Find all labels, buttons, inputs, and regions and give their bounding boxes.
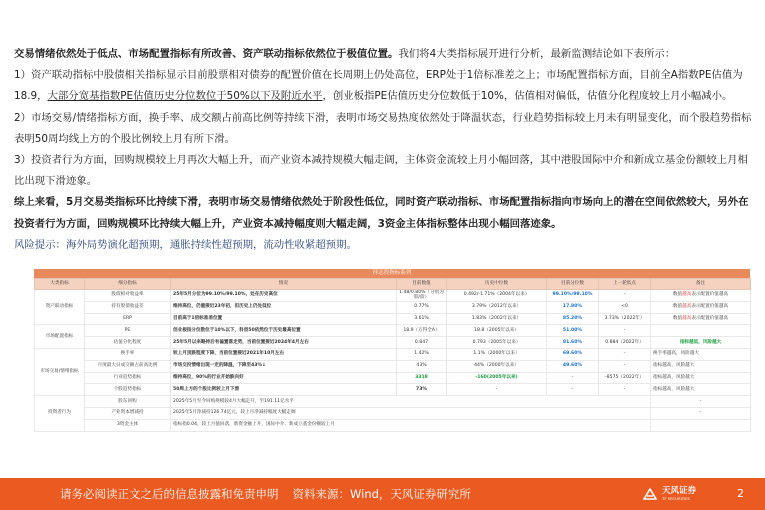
cell-note: 指标越高，风险越大: [651, 384, 751, 396]
cell-note: 指标越高，风险越大: [651, 360, 751, 372]
footer-bar: [0, 478, 765, 510]
note-red: 越高: [682, 292, 692, 298]
note-a: 数值: [672, 304, 683, 310]
cell-desc: 较上月顶跌程度下降，当前位置接近2021年10月左右: [171, 348, 397, 360]
cell-current: 73%: [397, 384, 447, 396]
cell-sub: ERP: [85, 313, 171, 325]
cell-current: 3.61%: [397, 313, 447, 325]
cell-hist: -160(2005年以来): [447, 372, 547, 384]
cell-percentile: 17.80%: [547, 301, 599, 313]
cell-prev: -: [599, 384, 651, 396]
table-title: 择志投指标系列: [34, 269, 750, 278]
cell-prev: 0.884（2022年）: [599, 337, 651, 349]
table-row: [35, 348, 751, 360]
cell-percentile: -: [547, 372, 599, 384]
cell-current: 0.847: [397, 337, 447, 349]
header-desc: 情况: [171, 279, 397, 290]
header-note: 备注: [651, 279, 751, 290]
p1-part-a: 1）资产联动指标中股债相关指标显示目前股票相对债券的配置价值在长周期上仍处高位，ERP处于1倍标准差之上；市场配置指标方面，目前全A指数PE估值为18.9，: [14, 69, 743, 103]
cell-prev: 3.73%（2022年）: [599, 313, 651, 325]
cell-desc: 25年5月分位为99.10%/99.10%，处在历史高位: [171, 290, 397, 302]
source-text: 资料来源：Wind，天风证券研究所: [292, 487, 471, 501]
header-prev-low: 上一轮低点: [599, 279, 651, 290]
table-row: [35, 301, 751, 313]
cell-prev: -: [599, 325, 651, 337]
table-row: [35, 384, 751, 396]
logo-name: 天风证券: [662, 486, 697, 496]
table-row: [35, 372, 751, 384]
footer-text: [60, 486, 471, 502]
cell-current: 18.9（万得全A）: [397, 325, 447, 337]
cell-sub: 股东回购: [85, 396, 171, 408]
cell-desc: 市场交投情绪出现一定的降温，下降至43%↓: [171, 360, 397, 372]
cell-desc: 维持高位，仍重接近23年初，但历史上仍处低位: [171, 301, 397, 313]
cell-sub: 行业趋势指标: [85, 372, 171, 384]
cell-percentile: 69.60%: [547, 348, 599, 360]
cell-desc: 25年5月以来略持后有偏置落走势，当前位置接近2024年4月左右: [171, 337, 397, 349]
cell-desc: 2025年5月净减持126.74亿元，较上月净减持幅度大幅走阔: [171, 407, 651, 419]
cell-percentile: 85.20%: [547, 313, 599, 325]
page-number: 2: [737, 487, 744, 500]
paragraph-intro: [14, 44, 752, 65]
cell-note: [651, 301, 751, 313]
note-red: 越高: [682, 315, 692, 321]
risk-warning: 风险提示：海外局势演化超预期，通胀持续性超预期，流动性收紧超预期。: [14, 238, 357, 251]
paragraph-2: 2）市场交易/情绪指标方面，换手率、成交额占前高比例等持续下滑，表明市场交易热度依然处于降温状态，行业趋势指标较上月未有明显变化，而个股趋势指标表明50周均线上方的个股比例较上月有所下滑。: [14, 111, 752, 145]
body-text: [14, 44, 752, 256]
cell-hist: 1.83%（2002年以来）: [447, 313, 547, 325]
indicator-table: [34, 269, 750, 432]
cell-sub: 换手率: [85, 348, 171, 360]
cell-hist: 18.8（2005年以来）: [447, 325, 547, 337]
header-hist-median: 历史中位数: [447, 279, 547, 290]
cell-prev: -: [599, 360, 651, 372]
note-a: 数值: [672, 292, 683, 298]
paragraph-1: [14, 65, 752, 107]
cell-current: 3318: [397, 372, 447, 384]
intro-lead: 交易情绪依然处于低点、市场配置指标有所改善、资产联动指标依然位于极值位置。: [14, 48, 399, 60]
p1-part-b: ，创业板指PE估值历史分位数低于10%，估值相对偏低，估值分化程度较上月小幅减小。: [322, 90, 733, 103]
cell-hist: 0.793（2005年以来）: [447, 337, 547, 349]
cell-note: [651, 313, 751, 325]
cell-current: 1.48/0.80%（分别为股/债）: [397, 290, 447, 302]
cell-note: -: [651, 407, 751, 419]
cell-prev: -8575（2022年）: [599, 372, 651, 384]
cell-sub: 股债相对收益率: [85, 290, 171, 302]
cell-hist: 1.1%（2000年以来）: [447, 348, 547, 360]
note-b: 表示配置价值越高: [691, 304, 729, 310]
table-row: [35, 419, 751, 431]
cell-sub: 持有股债收益差: [85, 301, 171, 313]
note-b: 表示配置价值越高: [691, 292, 729, 298]
cell-sub: 3资金主体: [85, 419, 171, 431]
table-row: [35, 360, 751, 372]
paragraph-3: 3）投资者行为方面，回购规模较上月再次大幅上升，而产业资本减持规模大幅走阔，主体资金流较上月小幅回落，其中港股国际中介和新成立基金份额较上月相比出现下滑迹象。: [14, 154, 748, 188]
cell-note: 指标越低，风险越大: [651, 337, 751, 349]
cell-desc: 目前高于1倍标准差位置: [171, 313, 397, 325]
table-row: [35, 290, 751, 302]
cell-sub: 个股趋势指标: [85, 384, 171, 396]
note-b: 表示配置价值越高: [691, 315, 729, 321]
cell-percentile: 51.00%: [547, 325, 599, 337]
cell-sub: PE: [85, 325, 171, 337]
cell-note: 换手率越高，风险越大: [651, 348, 751, 360]
cell-desc: 指标指0.04，较上月值回落，新资金额上升，国际中介、新成立基金份额较上月: [171, 419, 651, 431]
header-category: 大类指标: [35, 279, 85, 290]
p1-underlined: 大部分宽基指数PE估值历史分位数位于50%以下及附近水平: [47, 90, 323, 103]
group-investor-behavior: 投资者行为: [35, 396, 85, 431]
cell-desc: 创业板指分位数位于10%以下，科创50依然位于历史最高位置: [171, 325, 397, 337]
table-row: [35, 313, 751, 325]
group-trading-sentiment: 市场交易/情绪指标: [35, 348, 85, 395]
cell-note: [651, 290, 751, 302]
cell-sub: 估值分化程度: [85, 337, 171, 349]
table-row: [35, 325, 751, 337]
cell-note: -: [651, 396, 751, 408]
cell-note: [651, 325, 751, 337]
intro-rest: 我们将4大类指标展开进行分析，最新监测结论如下表所示：: [398, 48, 676, 60]
cell-hist: -: [447, 384, 547, 396]
indicator-grid: [34, 278, 751, 432]
logo-icon: [642, 486, 658, 502]
cell-hist: 44%（2000年以来）: [447, 360, 547, 372]
table-row: [35, 396, 751, 408]
header-current: 目前数值: [397, 279, 447, 290]
cell-desc: 2025年5月至今回购规模较4月大幅走升，至191.11亿水平: [171, 396, 651, 408]
group-asset-linkage: 资产联动指标: [35, 290, 85, 325]
logo-sub: TF SECURITIES: [662, 496, 690, 501]
table-row: [35, 407, 751, 419]
cell-percentile: -: [547, 384, 599, 396]
note-a: 数值: [672, 315, 683, 321]
cell-note: [651, 419, 751, 431]
cell-prev: <0: [599, 301, 651, 313]
cell-desc: 维持高位，90%的行业开始跌向好: [171, 372, 397, 384]
cell-percentile: 99.10%/99.10%: [547, 290, 599, 302]
cell-note: 指标越高，风险越大: [651, 372, 751, 384]
header-percentile: 目前分位数: [547, 279, 599, 290]
table-row: [35, 337, 751, 349]
cell-desc: 50周上方的个股比例较上月下滑: [171, 384, 397, 396]
cell-prev: -: [599, 348, 651, 360]
note-red: 越高: [682, 304, 692, 310]
cell-sub: 产业资本增减持: [85, 407, 171, 419]
cell-hist: 3.79%（2012年以来）: [447, 301, 547, 313]
company-logo: [642, 486, 712, 504]
table-header-row: [35, 279, 751, 290]
cell-hist: 0.492/-1.71%（2004年以来）: [447, 290, 547, 302]
group-market-allocation: 市场配置指标: [35, 325, 85, 349]
cell-current: 0.77%: [397, 301, 447, 313]
cell-percentile: 81.60%: [547, 337, 599, 349]
cell-current: 1.42%: [397, 348, 447, 360]
disclaimer-text: 请务必阅读正文之后的信息披露和免责申明: [60, 487, 279, 501]
cell-sub: 月度最大日成交额占前高比例: [85, 360, 171, 372]
cell-prev: -: [599, 290, 651, 302]
summary-paragraph: 综上来看，5月交易类指标环比持续下滑，表明市场交易情绪依然处于阶段性低位，同时资产联动指标、市场配置指标指向市场向上的潜在空间依然较大，另外在投资者行为方面，回购规模环比持续大幅上升，产业资本减持幅度则大幅走阔，3资金主体指标整体出现小幅回落迹象。: [14, 196, 749, 230]
cell-current: 43%: [397, 360, 447, 372]
header-sub: 细分指标: [85, 279, 171, 290]
cell-percentile: 49.60%: [547, 360, 599, 372]
